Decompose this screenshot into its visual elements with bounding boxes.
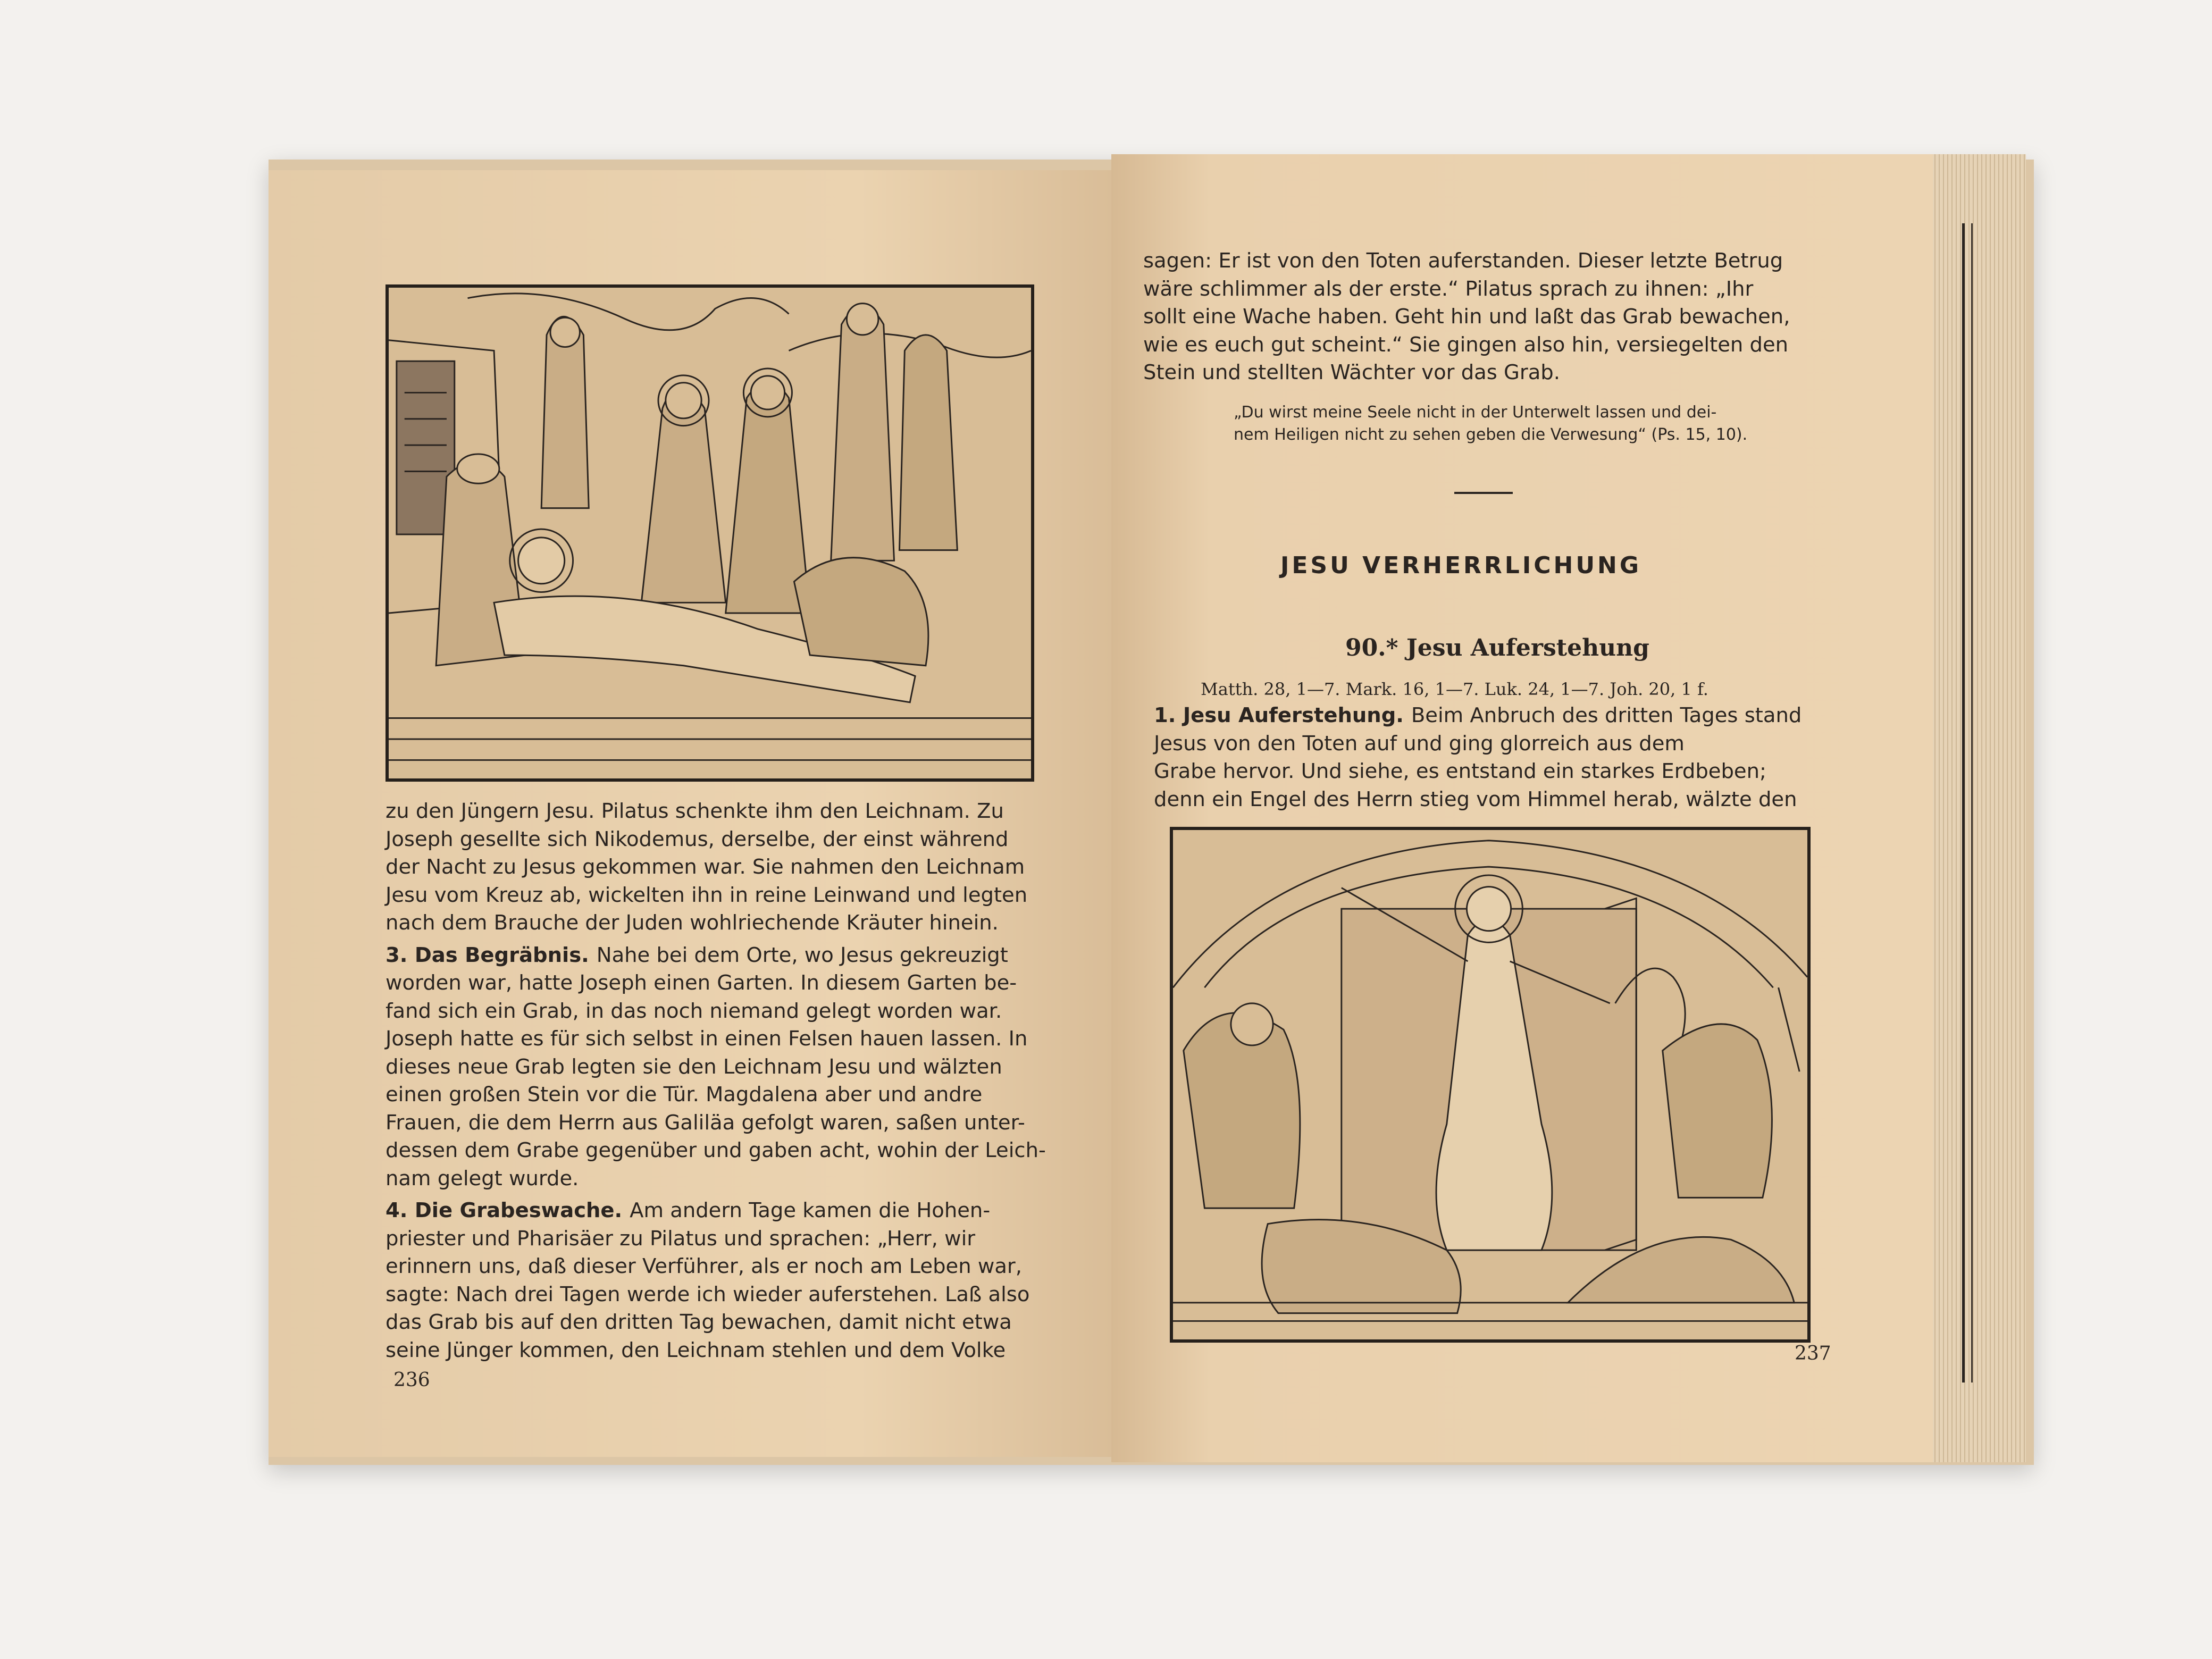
paragraph-label: 4. Die Grabeswache. <box>386 1199 623 1222</box>
text-line: Stein und stellten Wächter vor das Grab. <box>1143 361 1560 384</box>
text-line: nam gelegt wurde. <box>386 1166 579 1191</box>
text-line: fand sich ein Grab, in das noch niemand gelegt worden war. <box>386 999 1002 1023</box>
text-line: dieses neue Grab legten sie den Leichnam Jesu und wälzten <box>386 1054 1002 1079</box>
paragraph-label: 1. Jesu Auferstehung. <box>1154 703 1404 727</box>
illustration-resurrection <box>1170 827 1811 1343</box>
section-title: JESU VERHERRLICHUNG <box>1280 552 1641 579</box>
section-divider <box>1454 492 1513 494</box>
left-paragraph-1 <box>386 798 1058 937</box>
text-line: Joseph hatte es für sich selbst in einen Felsen hauen lassen. In <box>386 1027 1028 1051</box>
text-line: priester und Pharisäer zu Pilatus und sprachen: „Herr, wir <box>386 1226 976 1251</box>
paragraph-label: 3. Das Begräbnis. <box>386 943 589 967</box>
text-line: das Grab bis auf den dritten Tag bewachen, damit nicht etwa <box>386 1310 1012 1334</box>
text-line: einen großen Stein vor die Tür. Magdalena aber und andre <box>386 1083 983 1107</box>
text-line: wäre schlimmer als der erste.“ Pilatus sprach zu ihnen: „Ihr <box>1143 276 1754 301</box>
text-line: der Nacht zu Jesus gekommen war. Sie nahmen den Leichnam <box>386 855 1025 879</box>
text-line: Grabe hervor. Und siehe, es entstand ein starkes Erdbeben; <box>1154 759 1766 783</box>
page-number-right: 237 <box>1795 1343 1831 1364</box>
page-number-left: 236 <box>393 1369 430 1391</box>
text-line: wie es euch gut scheint.“ Sie gingen also hin, versiegelten den <box>1143 332 1789 357</box>
left-paragraph-3 <box>386 1197 1058 1364</box>
right-top-text <box>1143 247 1816 387</box>
text-line: Jesus von den Toten auf und ging glorreich aus dem <box>1154 731 1685 756</box>
index-tab-strip <box>1962 223 1973 1382</box>
text-line: seine Jünger kommen, den Leichnam stehlen und dem Volke <box>386 1338 1006 1362</box>
scripture-references: Matth. 28, 1—7. Mark. 16, 1—7. Luk. 24, 1—7. Joh. 20, 1 f. <box>1201 679 1708 699</box>
quote-line: „Du wirst meine Seele nicht in der Unterwelt lassen und dei- <box>1234 403 1717 422</box>
text-line: dessen dem Grabe gegenüber und gaben acht, wohin der Leich- <box>386 1138 1046 1162</box>
text-line: Nahe bei dem Orte, wo Jesus gekreuzigt <box>596 943 1008 967</box>
resurrection-drawing <box>1173 830 1807 1339</box>
illustration-entombment <box>386 284 1034 782</box>
quote-line: nem Heiligen nicht zu sehen geben die Verwesung“ (Ps. 15, 10). <box>1234 425 1748 444</box>
text-line: nach dem Brauche der Juden wohlriechende Kräuter hinein. <box>386 911 999 935</box>
text-line: worden war, hatte Joseph einen Garten. In diesem Garten be- <box>386 971 1017 995</box>
entombment-drawing <box>389 288 1031 778</box>
text-line: zu den Jüngern Jesu. Pilatus schenkte ihm den Leichnam. Zu <box>386 799 1004 823</box>
text-line: sollt eine Wache haben. Geht hin und laßt das Grab bewachen, <box>1143 305 1790 329</box>
text-line: erinnern uns, daß dieser Verführer, als er noch am Leben war, <box>386 1254 1022 1278</box>
text-line: Am andern Tage kamen die Hohen- <box>630 1199 991 1222</box>
text-line: Jesu vom Kreuz ab, wickelten ihn in reine Leinwand und legten <box>386 883 1028 907</box>
chapter-title: 90.* Jesu Auferstehung <box>1345 634 1649 661</box>
text-line: sagte: Nach drei Tagen werde ich wieder auferstehen. Laß also <box>386 1282 1030 1306</box>
psalm-quote <box>1234 401 1747 446</box>
text-line: Joseph gesellte sich Nikodemus, derselbe, der einst während <box>386 827 1009 851</box>
text-line: sagen: Er ist von den Toten auferstanden. Dieser letzte Betrug <box>1143 249 1783 273</box>
left-text-block <box>386 798 1058 1364</box>
text-line: Frauen, die dem Herrn aus Galiläa gefolgt waren, saßen unter- <box>386 1110 1025 1135</box>
text-line: Beim Anbruch des dritten Tages stand <box>1411 703 1802 727</box>
left-paragraph-2 <box>386 942 1058 1193</box>
text-line: denn ein Engel des Herrn stieg vom Himmel herab, wälzte den <box>1154 787 1797 811</box>
right-paragraph <box>1154 702 1819 814</box>
